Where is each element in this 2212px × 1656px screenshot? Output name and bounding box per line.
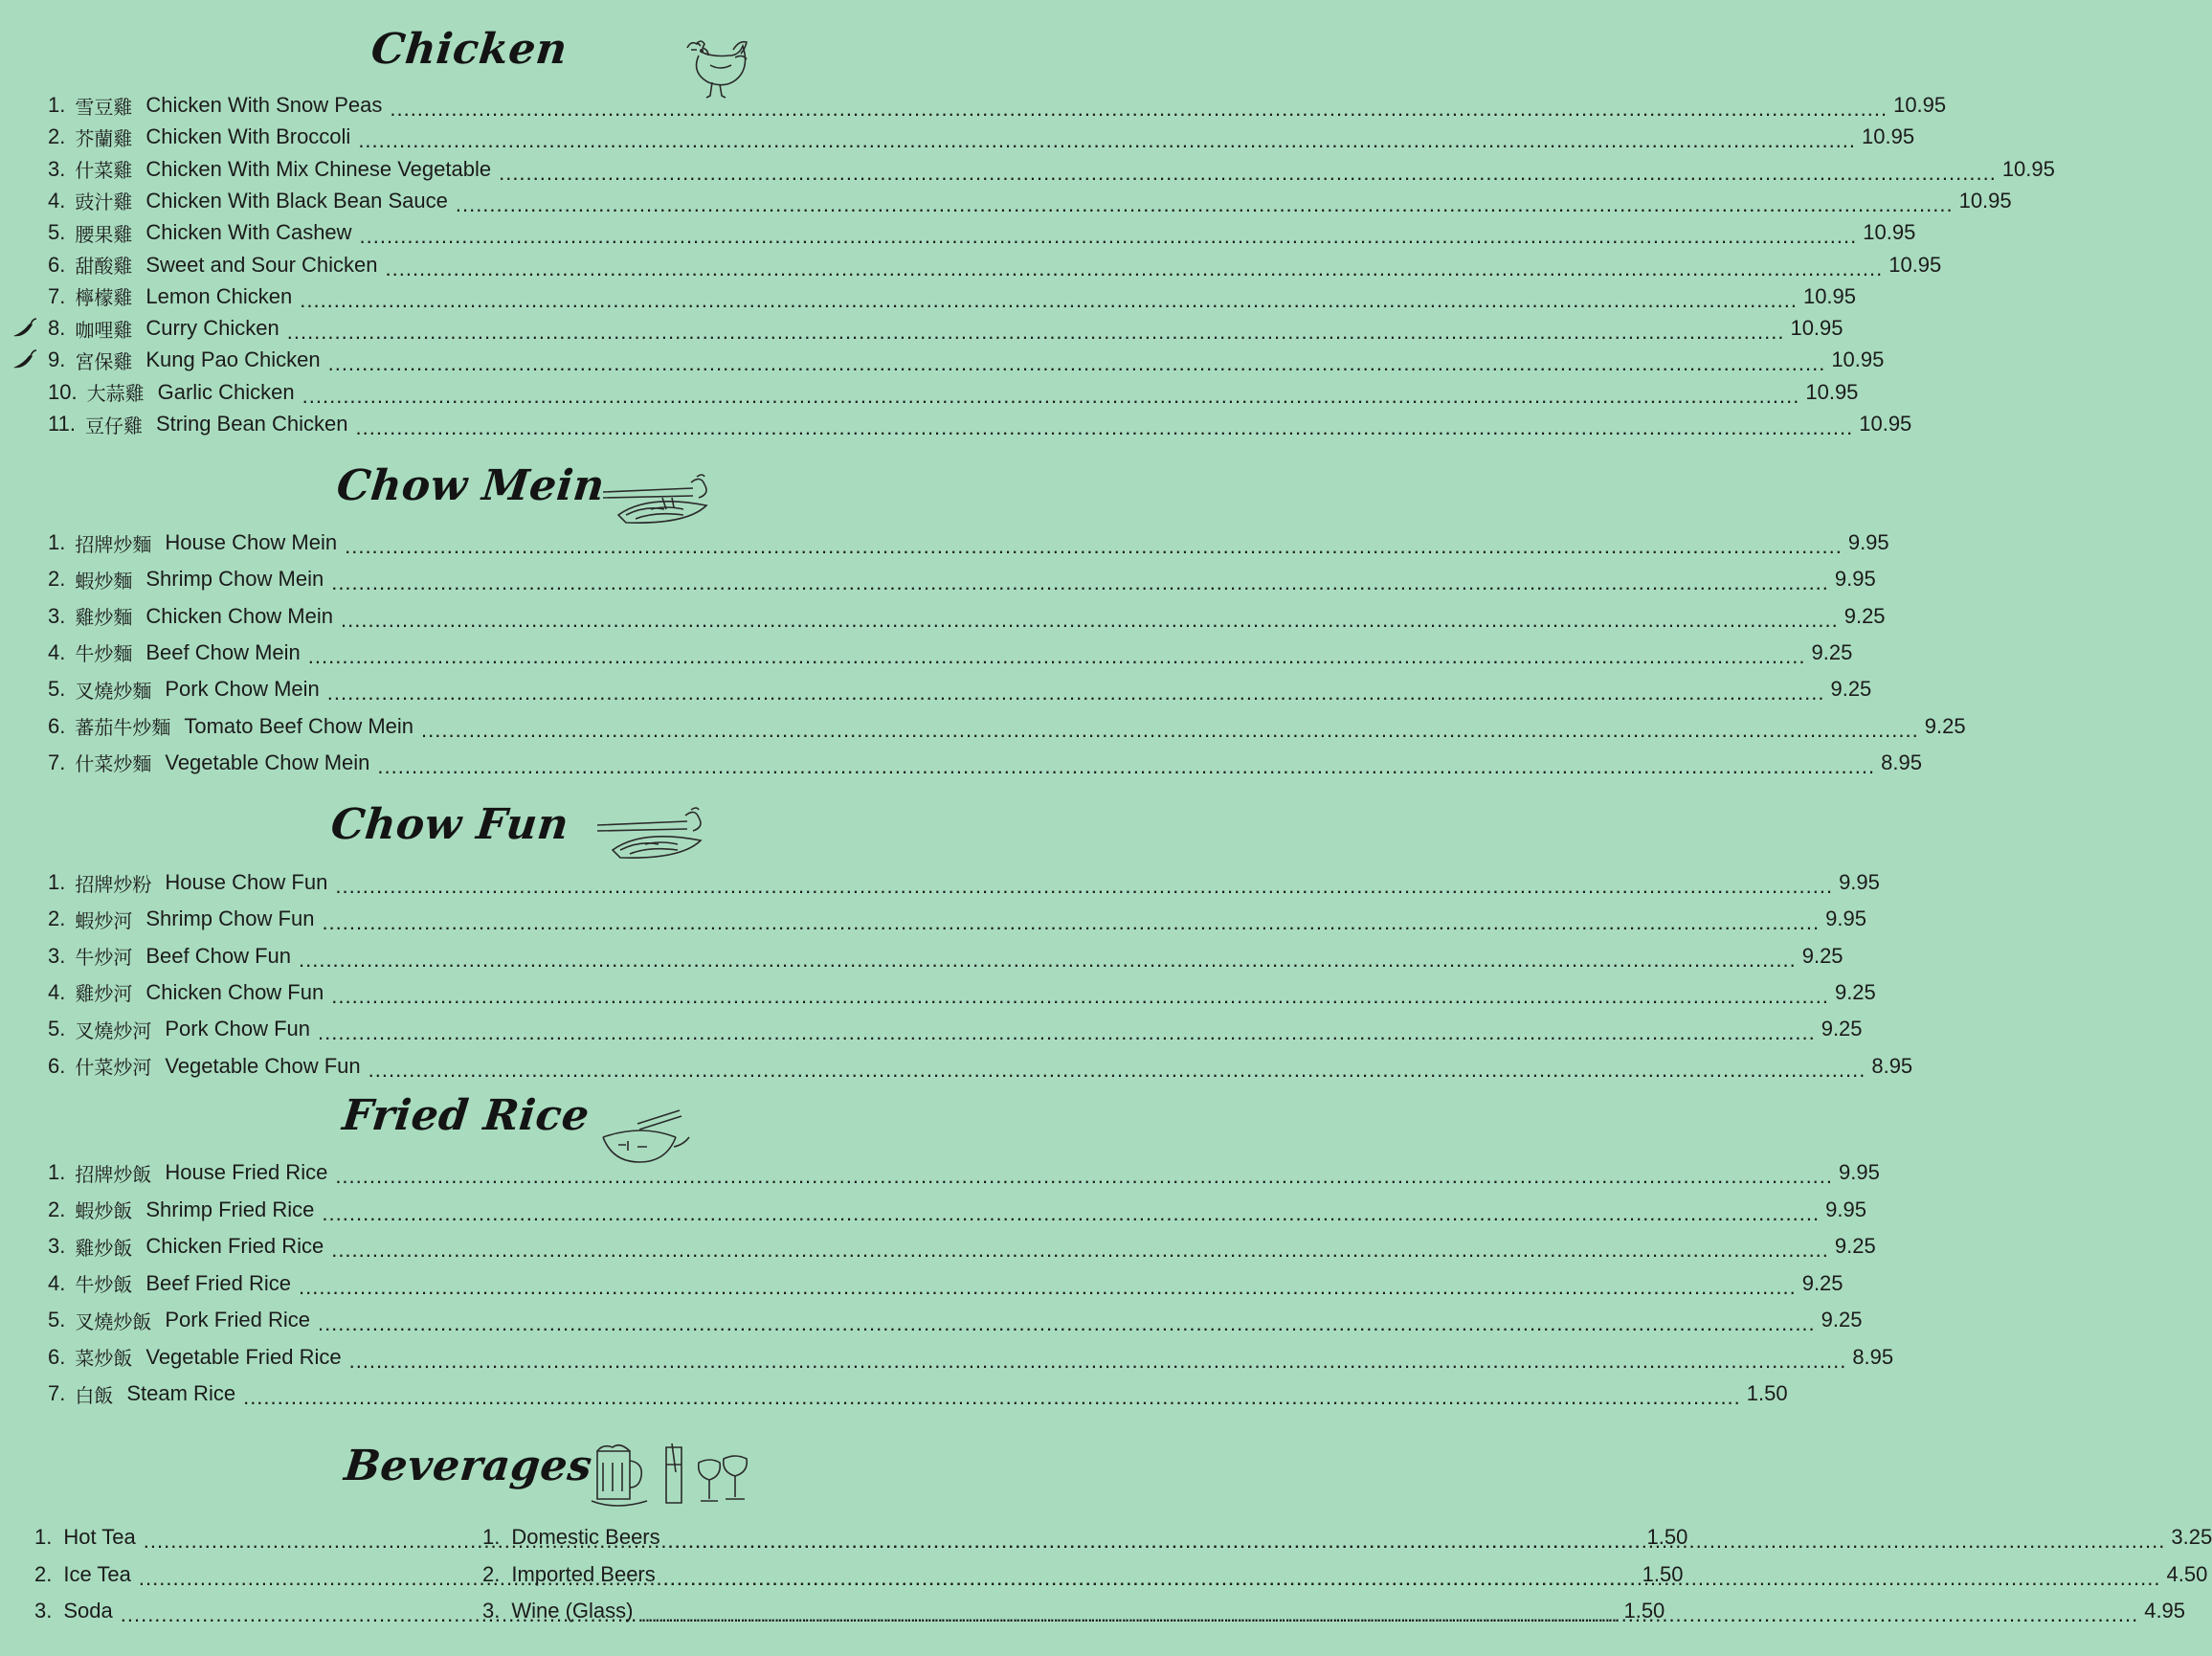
menu-item-row (48, 564, 1876, 594)
dot-leader (369, 1058, 1866, 1079)
beverage-name: Wine (Glass) (511, 1599, 634, 1622)
menu-item-chinese-name: 叉燒炒飯 (75, 1309, 152, 1333)
menu-item-price: 10.95 (1790, 316, 1843, 341)
menu-item-row (48, 281, 1857, 312)
menu-item-number: 4. (48, 188, 66, 213)
menu-item-chinese-name: 招牌炒飯 (75, 1162, 152, 1186)
drinks-illustration-icon (590, 1442, 762, 1511)
chow-mein-title: Chow Mein (334, 461, 608, 510)
beverage-price: 3.25 (2171, 1525, 2212, 1549)
menu-item-chinese-name: 雪豆雞 (75, 95, 133, 119)
menu-item-chinese-name: 豆仔雞 (84, 414, 143, 437)
dot-leader (318, 1311, 1816, 1332)
dot-leader (322, 910, 1820, 931)
menu-item-name: Chicken Chow Mein (145, 603, 333, 628)
menu-item-name: Vegetable Chow Fun (165, 1053, 361, 1078)
menu-item-chinese-name: 招牌炒粉 (75, 872, 152, 896)
menu-item-price: 10.95 (2001, 156, 2055, 181)
menu-item-number: 5. (48, 1017, 66, 1041)
menu-item-row (48, 601, 1886, 632)
menu-item-chinese-name: 宮保雞 (75, 349, 133, 373)
menu-item-number: 1. (48, 1160, 66, 1184)
menu-item-price: 9.95 (1839, 870, 1880, 894)
beverage-price: 4.95 (2144, 1599, 2186, 1622)
noodle-plate-illustration-icon (595, 806, 716, 867)
menu-item-name: Kung Pao Chicken (145, 347, 321, 372)
dot-leader (499, 161, 1997, 182)
menu-item-chinese-name: 腰果雞 (75, 222, 133, 246)
menu-item-name: String Bean Chicken (155, 412, 348, 436)
beverage-number: 1. (34, 1525, 53, 1549)
menu-item-price: 10.95 (1893, 93, 1947, 117)
menu-item-name: Garlic Chicken (157, 379, 295, 404)
dot-leader (358, 128, 1856, 149)
dot-leader (386, 257, 1884, 278)
beverages-title: Beverages (342, 1442, 595, 1490)
dot-leader (299, 948, 1797, 969)
beverage-price: 1.50 (1623, 1599, 1665, 1622)
menu-item-row (48, 313, 1843, 344)
menu-item-price: 9.25 (1811, 639, 1853, 664)
menu-item-name: Chicken Fried Rice (145, 1234, 324, 1258)
beverage-price: 1.50 (1646, 1525, 1688, 1549)
menu-item-row (48, 90, 1947, 121)
dot-leader (322, 1201, 1820, 1222)
menu-item-name: Shrimp Chow Mein (145, 567, 324, 592)
menu-item-price: 9.25 (1830, 677, 1872, 702)
menu-item-row (48, 1014, 1863, 1044)
menu-item-number: 2. (48, 124, 66, 149)
menu-item-name: Chicken With Broccoli (145, 124, 351, 149)
beverage-number: 2. (34, 1561, 53, 1586)
menu-item-chinese-name: 牛炒河 (75, 946, 133, 970)
menu-item-name: Lemon Chicken (145, 283, 293, 308)
menu-item-chinese-name: 甜酸雞 (75, 255, 133, 278)
beverage-name: Imported Beers (511, 1561, 656, 1586)
menu-item-number: 6. (48, 252, 66, 277)
spicy-pepper-icon (10, 317, 38, 340)
menu-item-price: 9.95 (1839, 1160, 1880, 1184)
menu-item-price: 10.95 (1888, 252, 1942, 277)
dot-leader (341, 608, 1839, 629)
menu-item-name: Beef Chow Mein (145, 639, 301, 664)
menu-item-chinese-name: 牛炒飯 (75, 1273, 133, 1296)
menu-item-row (48, 377, 1859, 408)
menu-item-row (48, 1195, 1866, 1225)
beverage-name: Domestic Beers (511, 1525, 660, 1549)
menu-item-row (48, 1157, 1880, 1188)
menu-item-name: Sweet and Sour Chicken (145, 252, 378, 277)
dot-leader (421, 718, 1919, 739)
menu-item-chinese-name: 蝦炒麵 (75, 569, 133, 593)
menu-item-price: 10.95 (1859, 412, 1912, 436)
menu-item-chinese-name: 大蒜雞 (86, 382, 145, 406)
menu-item-number: 4. (48, 979, 66, 1004)
menu-item-chinese-name: 牛炒麵 (75, 642, 133, 666)
menu-item-number: 7. (48, 283, 66, 308)
dot-leader (299, 1275, 1797, 1296)
beverage-price: 4.50 (2166, 1561, 2208, 1586)
menu-item-price: 9.25 (1801, 1270, 1843, 1295)
menu-item-price: 8.95 (1871, 1053, 1913, 1078)
dot-leader (328, 351, 1826, 372)
menu-item-row (48, 1268, 1843, 1299)
menu-item-name: Chicken Chow Fun (145, 979, 324, 1004)
menu-item-row (48, 527, 1889, 558)
menu-item-number: 3. (48, 156, 66, 181)
menu-item-name: Beef Fried Rice (145, 1270, 291, 1295)
dot-leader (356, 415, 1854, 436)
menu-item-name: Steam Rice (126, 1381, 236, 1405)
noodle-bowl-illustration-icon (601, 471, 722, 532)
beverage-number: 2. (482, 1561, 501, 1586)
menu-item-number: 2. (48, 1197, 66, 1221)
menu-item-chinese-name: 咖哩雞 (75, 318, 133, 342)
dot-leader (663, 1566, 2161, 1587)
dot-leader (243, 1385, 1741, 1406)
dot-leader (349, 1349, 1847, 1370)
menu-item-chinese-name: 白飯 (75, 1383, 114, 1407)
menu-item-row (48, 217, 1916, 248)
menu-item-name: House Chow Fun (165, 870, 328, 894)
menu-item-price: 10.95 (1831, 347, 1885, 372)
menu-item-number: 4. (48, 1270, 66, 1295)
beverage-number: 3. (34, 1599, 53, 1622)
menu-item-price: 9.25 (1821, 1017, 1863, 1041)
menu-item-price: 9.25 (1834, 1234, 1876, 1258)
menu-item-chinese-name: 蝦炒河 (75, 908, 133, 932)
menu-item-price: 10.95 (1802, 283, 1857, 308)
beverage-number: 3. (482, 1599, 501, 1622)
dot-leader (331, 984, 1829, 1005)
spicy-pepper-icon (10, 348, 38, 371)
menu-item-number: 7. (48, 750, 66, 774)
menu-item-row (48, 977, 1876, 1008)
menu-item-name: Chicken With Black Bean Sauce (145, 188, 448, 213)
menu-item-number: 3. (48, 943, 66, 968)
menu-item-row (48, 122, 1915, 152)
menu-item-name: Pork Chow Mein (165, 677, 320, 702)
menu-item-number: 6. (48, 713, 66, 738)
menu-item-chinese-name: 雞炒麵 (75, 606, 133, 630)
menu-item-row (48, 1378, 1788, 1409)
menu-item-number: 2. (48, 567, 66, 592)
menu-item-name: Chicken With Snow Peas (145, 93, 383, 117)
menu-item-number: 10. (48, 379, 78, 404)
menu-item-row (48, 186, 2012, 216)
menu-item-chinese-name: 叉燒炒河 (75, 1018, 152, 1042)
dot-leader (640, 1602, 2138, 1623)
menu-item-row (48, 1342, 1894, 1373)
dot-leader (331, 1238, 1829, 1259)
menu-item-price: 9.95 (1825, 1197, 1866, 1221)
menu-item-name: Tomato Beef Chow Mein (184, 713, 414, 738)
menu-item-number: 3. (48, 1234, 66, 1258)
dot-leader (456, 192, 1954, 213)
menu-item-price: 9.25 (1924, 713, 1966, 738)
menu-item-number: 1. (48, 530, 66, 554)
menu-item-number: 5. (48, 220, 66, 245)
dot-leader (335, 874, 1833, 895)
menu-item-price: 10.95 (1958, 188, 2012, 213)
menu-item-price: 1.50 (1746, 1381, 1788, 1405)
menu-item-number: 5. (48, 1308, 66, 1332)
menu-item-chinese-name: 豉汁雞 (75, 190, 133, 214)
menu-item-number: 1. (48, 870, 66, 894)
menu-item-number: 6. (48, 1344, 66, 1369)
menu-item-price: 10.95 (1805, 379, 1859, 404)
beverage-name: Soda (63, 1599, 113, 1622)
menu-item-row (48, 941, 1843, 972)
menu-item-price: 10.95 (1862, 124, 1915, 149)
menu-item-row (48, 154, 2055, 185)
menu-item-row (48, 1051, 1913, 1082)
menu-item-name: Pork Fried Rice (165, 1308, 310, 1332)
menu-item-price: 9.95 (1847, 530, 1889, 554)
dot-leader (300, 288, 1798, 309)
menu-item-row (48, 409, 1912, 439)
menu-item-name: Shrimp Fried Rice (145, 1197, 315, 1221)
menu-item-number: 8. (48, 316, 66, 341)
menu-item-number: 4. (48, 639, 66, 664)
menu-item-price: 9.25 (1834, 979, 1876, 1004)
beverage-name: Ice Tea (63, 1561, 131, 1586)
menu-item-number: 2. (48, 906, 66, 931)
menu-item-chinese-name: 什菜炒河 (75, 1056, 152, 1079)
menu-item-row (48, 748, 1922, 778)
menu-item-row (48, 345, 1885, 375)
beverage-price: 1.50 (1642, 1561, 1684, 1586)
menu-item-number: 1. (48, 93, 66, 117)
menu-item-name: House Fried Rice (165, 1160, 328, 1184)
menu-item-price: 10.95 (1863, 220, 1916, 245)
beverage-number: 1. (482, 1525, 501, 1549)
dot-leader (390, 97, 1888, 118)
menu-item-row (48, 638, 1853, 668)
menu-item-number: 6. (48, 1053, 66, 1078)
dot-leader (377, 754, 1875, 775)
menu-item-price: 8.95 (1852, 1344, 1894, 1369)
dot-leader (360, 224, 1858, 245)
dot-leader (345, 534, 1843, 555)
dot-leader (318, 1020, 1816, 1041)
menu-item-name: Chicken With Mix Chinese Vegetable (145, 156, 492, 181)
menu-item-price: 9.95 (1825, 906, 1866, 931)
dot-leader (668, 1529, 2166, 1550)
menu-item-name: Beef Chow Fun (145, 943, 291, 968)
menu-item-price: 9.25 (1843, 603, 1886, 628)
chicken-title: Chicken (369, 25, 570, 74)
menu-item-chinese-name: 什菜炒麵 (75, 752, 152, 776)
menu-item-price: 9.25 (1801, 943, 1843, 968)
menu-item-number: 3. (48, 603, 66, 628)
menu-item-number: 11. (48, 412, 76, 436)
menu-item-name: Curry Chicken (145, 316, 279, 341)
menu-item-name: Vegetable Chow Mein (165, 750, 370, 774)
menu-item-row (48, 867, 1880, 898)
menu-item-chinese-name: 蝦炒飯 (75, 1199, 133, 1222)
menu-item-name: Shrimp Chow Fun (145, 906, 315, 931)
menu-item-chinese-name: 招牌炒麵 (75, 532, 152, 556)
menu-item-name: Chicken With Cashew (145, 220, 352, 245)
menu-item-chinese-name: 檸檬雞 (75, 286, 133, 310)
dot-leader (287, 320, 1785, 341)
dot-leader (327, 681, 1825, 702)
menu-item-price: 8.95 (1881, 750, 1922, 774)
chow-fun-title: Chow Fun (328, 800, 571, 849)
menu-item-number: 9. (48, 347, 66, 372)
menu-item-chinese-name: 蕃茄牛炒麵 (75, 716, 171, 739)
dot-leader (302, 384, 1800, 405)
menu-item-chinese-name: 叉燒炒麵 (75, 679, 152, 703)
menu-item-number: 7. (48, 1381, 66, 1405)
menu-item-name: Pork Chow Fun (165, 1017, 310, 1041)
menu-item-row (48, 904, 1866, 934)
menu-item-name: Vegetable Fried Rice (145, 1344, 342, 1369)
beverage-name: Hot Tea (63, 1525, 136, 1549)
menu-item-row (48, 250, 1942, 280)
menu-item-name: House Chow Mein (165, 530, 338, 554)
dot-leader (308, 644, 1806, 665)
menu-item-chinese-name: 芥蘭雞 (75, 126, 133, 150)
dot-leader (335, 1164, 1833, 1185)
menu-item-chinese-name: 菜炒飯 (75, 1347, 133, 1370)
menu-item-row (48, 711, 1966, 742)
fried-rice-title: Fried Rice (340, 1091, 592, 1140)
menu-item-chinese-name: 什菜雞 (75, 159, 133, 183)
menu-item-chinese-name: 雞炒河 (75, 982, 133, 1006)
menu-item-chinese-name: 雞炒飯 (75, 1236, 133, 1260)
menu-item-row (48, 1305, 1863, 1335)
menu-item-row (48, 1231, 1876, 1262)
menu-item-number: 5. (48, 677, 66, 702)
menu-item-price: 9.95 (1834, 567, 1876, 592)
menu-item-row (48, 674, 1872, 705)
dot-leader (331, 571, 1829, 592)
menu-item-price: 9.25 (1821, 1308, 1863, 1332)
